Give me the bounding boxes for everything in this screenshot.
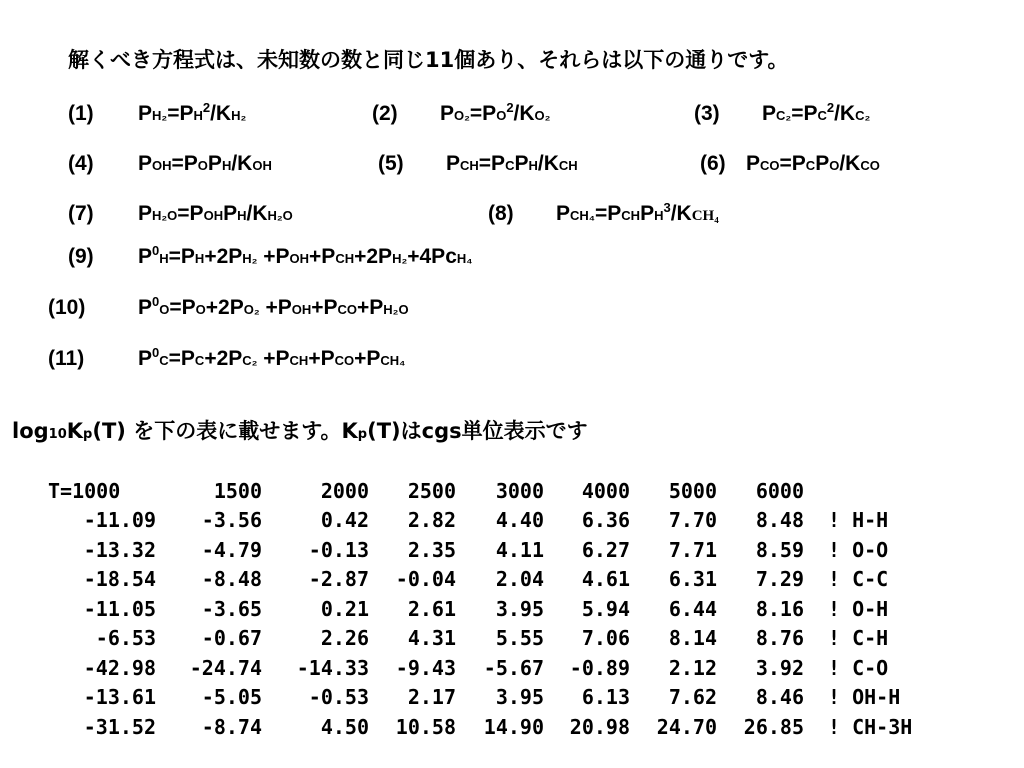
equation-3 xyxy=(694,100,870,130)
subscript: H xyxy=(221,158,232,173)
equation-4 xyxy=(68,150,272,180)
symbol: +P xyxy=(309,245,336,268)
subscript: H₂O xyxy=(152,208,178,223)
subscript: H xyxy=(654,208,664,223)
equation-2 xyxy=(372,100,550,130)
equation-number: (10) xyxy=(48,296,86,319)
table-cell: -0.04 xyxy=(395,567,456,592)
subscript: CH₄ xyxy=(380,353,406,368)
table-cell: 8.59 xyxy=(755,537,804,562)
equation-10 xyxy=(48,294,409,324)
equation-5 xyxy=(378,150,578,180)
symbol: =P xyxy=(168,347,195,370)
symbol: +4P xyxy=(407,245,446,268)
subscript: CO xyxy=(860,158,880,173)
symbol: P xyxy=(138,102,153,125)
subscript: C₂ xyxy=(776,108,792,123)
header-cell: 5000 xyxy=(668,478,717,503)
row-label: ! C-H xyxy=(828,626,889,651)
superscript: 0 xyxy=(152,345,160,360)
subscript: H xyxy=(194,251,205,266)
table-cell: 7.06 xyxy=(581,626,630,651)
table-cell: 6.13 xyxy=(581,685,630,710)
table-cell: -4.79 xyxy=(201,537,262,562)
subscript: H₂ xyxy=(231,108,247,123)
table-cell: -3.65 xyxy=(201,596,262,621)
symbol: /K xyxy=(210,102,232,125)
table-cell: -6.53 xyxy=(95,626,156,651)
table-cell: 3.95 xyxy=(495,685,544,710)
table-cell: 6.36 xyxy=(581,508,630,533)
symbol: +P xyxy=(308,347,335,370)
table-header-row xyxy=(48,476,938,506)
subscript: CH xyxy=(460,158,479,173)
symbol: P xyxy=(207,152,222,175)
subscript: CH xyxy=(335,251,355,266)
symbol: =P xyxy=(167,102,194,125)
table-cell: -18.54 xyxy=(83,567,156,592)
subscript: CH xyxy=(289,353,309,368)
table-cell: -24.74 xyxy=(189,655,262,680)
subscript: CH₄ xyxy=(691,208,719,224)
subscript: OH xyxy=(291,302,312,317)
symbol: /K xyxy=(246,202,268,225)
table-cell: 14.90 xyxy=(483,714,544,739)
symbol: +P xyxy=(311,296,338,319)
equation-number: (8) xyxy=(488,202,514,225)
table-cell: -14.33 xyxy=(296,655,369,680)
equation-number: (3) xyxy=(694,102,720,125)
table-row xyxy=(48,594,938,624)
table-cell: 8.46 xyxy=(755,685,804,710)
subscript: CH₄ xyxy=(570,208,595,223)
table-cell: 6.44 xyxy=(668,596,717,621)
table-cell: -42.98 xyxy=(83,655,156,680)
subscript: H xyxy=(237,208,247,223)
table-row xyxy=(48,506,938,536)
header-cell: T=1000 xyxy=(48,478,121,503)
table-cell: -31.52 xyxy=(83,714,156,739)
symbol: P xyxy=(746,152,761,175)
table-cell: -11.09 xyxy=(83,508,156,533)
subscript: O xyxy=(496,108,507,123)
symbol: /K xyxy=(231,152,253,175)
equation-number: (11) xyxy=(48,347,85,370)
table-row xyxy=(48,565,938,595)
subscript: O xyxy=(197,158,208,173)
equation-8 xyxy=(488,200,719,230)
table-cell: 6.31 xyxy=(668,567,717,592)
symbol: P xyxy=(514,152,529,175)
symbol: /K xyxy=(513,102,535,125)
table-cell: 24.70 xyxy=(656,714,717,739)
subscript: OH xyxy=(252,158,272,173)
table-cell: 4.61 xyxy=(581,567,630,592)
subscript: CO xyxy=(334,353,355,368)
table-cell: 7.71 xyxy=(668,537,717,562)
subscript: H₂ xyxy=(242,251,258,266)
subscript: O xyxy=(159,302,170,317)
table-cell: 4.11 xyxy=(495,537,544,562)
symbol: +P xyxy=(357,296,384,319)
symbol: =P xyxy=(168,245,195,268)
table-cell: 3.92 xyxy=(755,655,804,680)
symbol: c xyxy=(445,245,457,268)
table-cell: -3.56 xyxy=(201,508,262,533)
subscript: CH xyxy=(621,208,641,223)
symbol: P xyxy=(446,152,461,175)
superscript: 0 xyxy=(152,243,160,258)
subscript: O₂ xyxy=(243,302,260,317)
table-cell: -0.53 xyxy=(308,685,369,710)
table-row xyxy=(48,683,938,713)
symbol: =P xyxy=(595,202,622,225)
caption-text: log xyxy=(12,419,49,443)
symbol: P xyxy=(556,202,571,225)
subscript: CO xyxy=(760,158,780,173)
subscript: O xyxy=(195,302,206,317)
table-cell: -9.43 xyxy=(395,655,456,680)
table-cell: 8.16 xyxy=(755,596,804,621)
table-row xyxy=(48,624,938,654)
subscript: C xyxy=(159,353,169,368)
row-label: ! O-O xyxy=(828,537,889,562)
header-cell: 3000 xyxy=(495,478,544,503)
table-cell: 8.48 xyxy=(755,508,804,533)
subscript: H₂O xyxy=(383,302,409,317)
equation-7 xyxy=(68,200,293,230)
equation-6 xyxy=(700,150,880,180)
symbol: +P xyxy=(354,347,381,370)
table-cell: 10.58 xyxy=(395,714,456,739)
subscript: OH xyxy=(289,251,310,266)
table-cell: -5.67 xyxy=(483,655,544,680)
subscript: H xyxy=(528,158,538,173)
row-label: ! C-C xyxy=(828,567,889,592)
table-cell: -11.05 xyxy=(83,596,156,621)
row-label: ! CH-3H xyxy=(828,714,913,739)
table-cell: 8.76 xyxy=(755,626,804,651)
superscript: 2 xyxy=(826,100,835,115)
equation-number: (5) xyxy=(378,152,404,175)
kp-table-body xyxy=(48,476,938,742)
subscript: O₂ xyxy=(534,108,551,123)
table-cell: 5.55 xyxy=(495,626,544,651)
equation-number: (6) xyxy=(700,152,726,175)
row-label: ! H-H xyxy=(828,508,889,533)
row-label: ! C-O xyxy=(828,655,889,680)
table-cell: 26.85 xyxy=(743,714,804,739)
subscript: OH xyxy=(203,208,224,223)
table-row xyxy=(48,535,938,565)
table-cell: 0.21 xyxy=(320,596,369,621)
symbol: P xyxy=(138,347,153,370)
caption-text: K xyxy=(66,419,84,443)
subscript: H₂O xyxy=(267,208,293,223)
symbol: P xyxy=(138,152,153,175)
subscript: p xyxy=(83,427,93,442)
table-cell: 3.95 xyxy=(495,596,544,621)
row-label: ! OH-H xyxy=(828,685,901,710)
symbol: =P xyxy=(169,296,196,319)
symbol: P xyxy=(815,152,830,175)
table-cell: -5.05 xyxy=(201,685,262,710)
table-cell: -0.89 xyxy=(569,655,630,680)
symbol: +P xyxy=(259,296,292,319)
table-cell: 5.94 xyxy=(581,596,630,621)
symbol: P xyxy=(138,296,153,319)
symbol: P xyxy=(440,102,455,125)
superscript: 2 xyxy=(506,100,514,115)
table-cell: 2.61 xyxy=(407,596,456,621)
subscript: C xyxy=(805,158,816,173)
table-cell: -0.13 xyxy=(308,537,369,562)
equation-number: (2) xyxy=(372,102,398,125)
table-cell: -2.87 xyxy=(308,567,369,592)
table-cell: 7.62 xyxy=(668,685,717,710)
equation-number: (1) xyxy=(68,102,94,125)
symbol: /K xyxy=(839,152,861,175)
symbol: P xyxy=(223,202,238,225)
superscript: 3 xyxy=(663,200,671,215)
table-cell: 20.98 xyxy=(569,714,630,739)
table-cell: 2.17 xyxy=(407,685,456,710)
subscript: OH xyxy=(152,158,172,173)
table-cell: -13.61 xyxy=(83,685,156,710)
table-cell: 2.26 xyxy=(320,626,369,651)
superscript: 0 xyxy=(152,294,160,309)
intro-text: 解くべき方程式は、未知数の数と同じ11個あり、それらは以下の通りです。 xyxy=(68,48,789,72)
equation-9 xyxy=(68,243,472,273)
equation-1 xyxy=(68,100,246,130)
symbol: P xyxy=(138,245,153,268)
subscript: C xyxy=(817,108,827,123)
symbol: /K xyxy=(537,152,559,175)
header-cell: 6000 xyxy=(755,478,804,503)
equation-number: (9) xyxy=(68,245,94,268)
symbol: P xyxy=(138,202,153,225)
symbol: /K xyxy=(670,202,692,225)
table-cell: -0.67 xyxy=(201,626,262,651)
caption-text: (T) を下の表に載せます。K xyxy=(92,419,358,443)
kp-table xyxy=(48,476,938,742)
subscript: H₂ xyxy=(392,251,408,266)
table-cell: 6.27 xyxy=(581,537,630,562)
subscript: O xyxy=(829,158,840,173)
subscript: C₂ xyxy=(242,353,258,368)
header-cell xyxy=(804,476,938,506)
kp-caption xyxy=(12,417,588,449)
table-cell: 0.42 xyxy=(320,508,369,533)
header-cell: 4000 xyxy=(581,478,630,503)
symbol: =P xyxy=(779,152,806,175)
equation-number: (7) xyxy=(68,202,94,225)
table-cell: 2.35 xyxy=(407,537,456,562)
symbol: =P xyxy=(171,152,198,175)
table-row xyxy=(48,712,938,742)
table-cell: -8.74 xyxy=(201,714,262,739)
symbol: +2P xyxy=(204,347,243,370)
subscript: H₂ xyxy=(152,108,168,123)
symbol: =P xyxy=(478,152,506,175)
symbol: P xyxy=(762,102,777,125)
table-cell: 4.50 xyxy=(320,714,369,739)
table-cell: 4.31 xyxy=(407,626,456,651)
symbol: =P xyxy=(177,202,204,225)
symbol: /K xyxy=(834,102,856,125)
subscript: 10 xyxy=(48,427,67,442)
subscript: H₄ xyxy=(456,251,473,266)
subscript: H xyxy=(193,108,203,123)
subscript: C xyxy=(194,353,205,368)
table-cell: 7.29 xyxy=(755,567,804,592)
table-row xyxy=(48,653,938,683)
subscript: H xyxy=(159,251,169,266)
table-cell: 4.40 xyxy=(495,508,544,533)
header-cell: 2500 xyxy=(407,478,456,503)
equation-number: (4) xyxy=(68,152,94,175)
table-cell: 2.04 xyxy=(495,567,544,592)
table-cell: 7.70 xyxy=(668,508,717,533)
symbol: =P xyxy=(469,102,497,125)
table-cell: 2.82 xyxy=(407,508,456,533)
symbol: +2P xyxy=(204,245,243,268)
table-cell: -8.48 xyxy=(201,567,262,592)
superscript: 2 xyxy=(202,100,211,115)
row-label: ! O-H xyxy=(828,596,889,621)
caption-text: (T)はcgs単位表示です xyxy=(367,419,588,443)
table-cell: -13.32 xyxy=(83,537,156,562)
subscript: O₂ xyxy=(454,108,470,123)
symbol: +2P xyxy=(205,296,244,319)
subscript: CH xyxy=(558,158,578,173)
symbol: +P xyxy=(257,347,290,370)
table-cell: 2.12 xyxy=(668,655,717,680)
table-cell: 8.14 xyxy=(668,626,717,651)
header-cell: 1500 xyxy=(213,478,262,503)
subscript: p xyxy=(357,427,368,442)
subscript: CO xyxy=(337,302,358,317)
symbol: P xyxy=(640,202,655,225)
symbol: =P xyxy=(791,102,818,125)
symbol: +P xyxy=(257,245,290,268)
subscript: C₂ xyxy=(855,108,871,123)
header-cell: 2000 xyxy=(320,478,369,503)
subscript: C xyxy=(505,158,515,173)
equation-11 xyxy=(48,345,405,375)
symbol: +2P xyxy=(354,245,393,268)
